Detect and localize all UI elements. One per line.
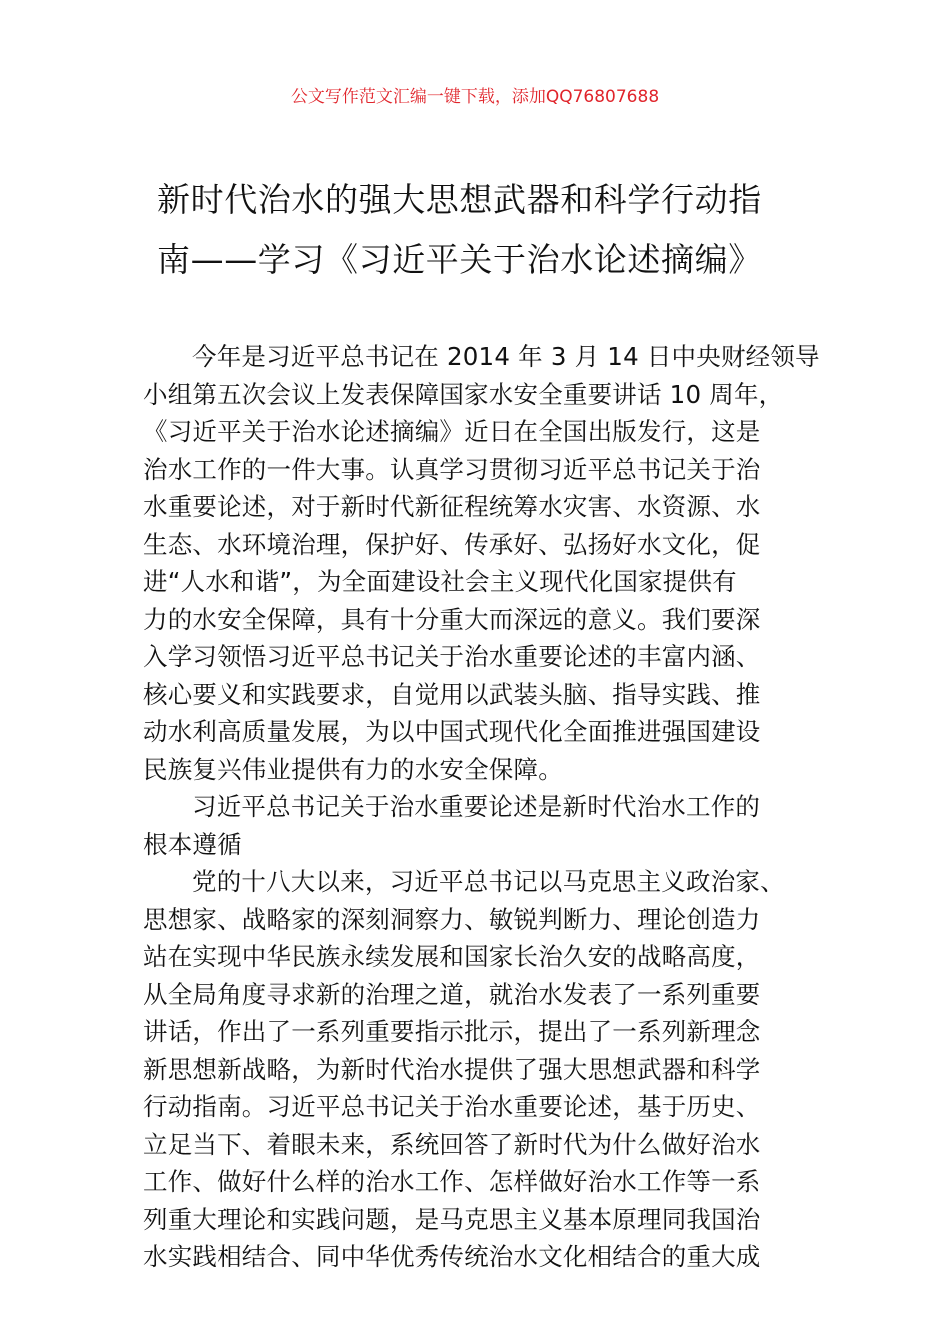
- paragraph-1-line: 动水利高质量发展，为以中国式现代化全面推进强国建设: [143, 717, 761, 746]
- paragraph-1-line: 进“人水和谐”，为全面建设社会主义现代化国家提供有: [143, 567, 737, 596]
- paragraph-1-line: 核心要义和实践要求，自觉用以武装头脑、指导实践、推: [143, 679, 761, 709]
- section-heading-line: 习近平总书记关于治水重要论述是新时代治水工作的: [192, 792, 761, 821]
- paragraph-2-line: 站在实现中华民族永续发展和国家长治久安的战略高度，: [143, 942, 761, 971]
- paragraph-2-line: 行动指南。习近平总书记关于治水重要论述，基于历史、: [143, 1092, 761, 1121]
- paragraph-2-line: 立足当下、着眼未来，系统回答了新时代为什么做好治水: [143, 1129, 761, 1159]
- paragraph-2-line: 党的十八大以来，习近平总书记以马克思主义政治家、: [192, 867, 785, 896]
- header-banner: 公文写作范文汇编一键下载，添加QQ76807688: [290, 87, 660, 107]
- paragraph-1-line: 治水工作的一件大事。认真学习贯彻习近平总书记关于治: [143, 454, 761, 484]
- paragraph-1-line: 民族复兴伟业提供有力的水安全保障。: [143, 754, 563, 784]
- paragraph-1-line: 小组第五次会议上发表保障国家水安全重要讲话 10 周年，: [143, 379, 784, 409]
- title-line-1: 新时代治水的强大思想武器和科学行动指: [157, 180, 762, 219]
- title-line-2: 南——学习《习近平关于治水论述摘编》: [157, 240, 762, 279]
- paragraph-1-line: 今年是习近平总书记在 2014 年 3 月 14 日中央财经领导: [192, 342, 820, 371]
- paragraph-2-line: 水实践相结合、同中华优秀传统治水文化相结合的重大成: [143, 1242, 761, 1271]
- paragraph-2-line: 列重大理论和实践问题，是马克思主义基本原理同我国治: [143, 1204, 761, 1234]
- paragraph-2-line: 从全局角度寻求新的治理之道，就治水发表了一系列重要: [143, 979, 761, 1009]
- paragraph-1-line: 水重要论述，对于新时代新征程统筹水灾害、水资源、水: [143, 492, 761, 521]
- paragraph-2-line: 讲话，作出了一系列重要指示批示，提出了一系列新理念: [143, 1017, 761, 1046]
- paragraph-2-line: 工作、做好什么样的治水工作、怎样做好治水工作等一系: [143, 1167, 761, 1196]
- paragraph-1-line: 《习近平关于治水论述摘编》近日在全国出版发行，这是: [143, 417, 761, 446]
- paragraph-1-line: 力的水安全保障，具有十分重大而深远的意义。我们要深: [143, 604, 761, 634]
- paragraph-1-line: 生态、水环境治理，保护好、传承好、弘扬好水文化，促: [143, 529, 761, 559]
- paragraph-1-line: 入学习领悟习近平总书记关于治水重要论述的丰富内涵、: [143, 642, 761, 671]
- paragraph-2-line: 思想家、战略家的深刻洞察力、敏锐判断力、理论创造力: [143, 904, 761, 934]
- section-heading-line: 根本遵循: [143, 829, 242, 859]
- body-text: [143, 338, 820, 1276]
- paragraph-2-line: 新思想新战略，为新时代治水提供了强大思想武器和科学: [143, 1054, 761, 1084]
